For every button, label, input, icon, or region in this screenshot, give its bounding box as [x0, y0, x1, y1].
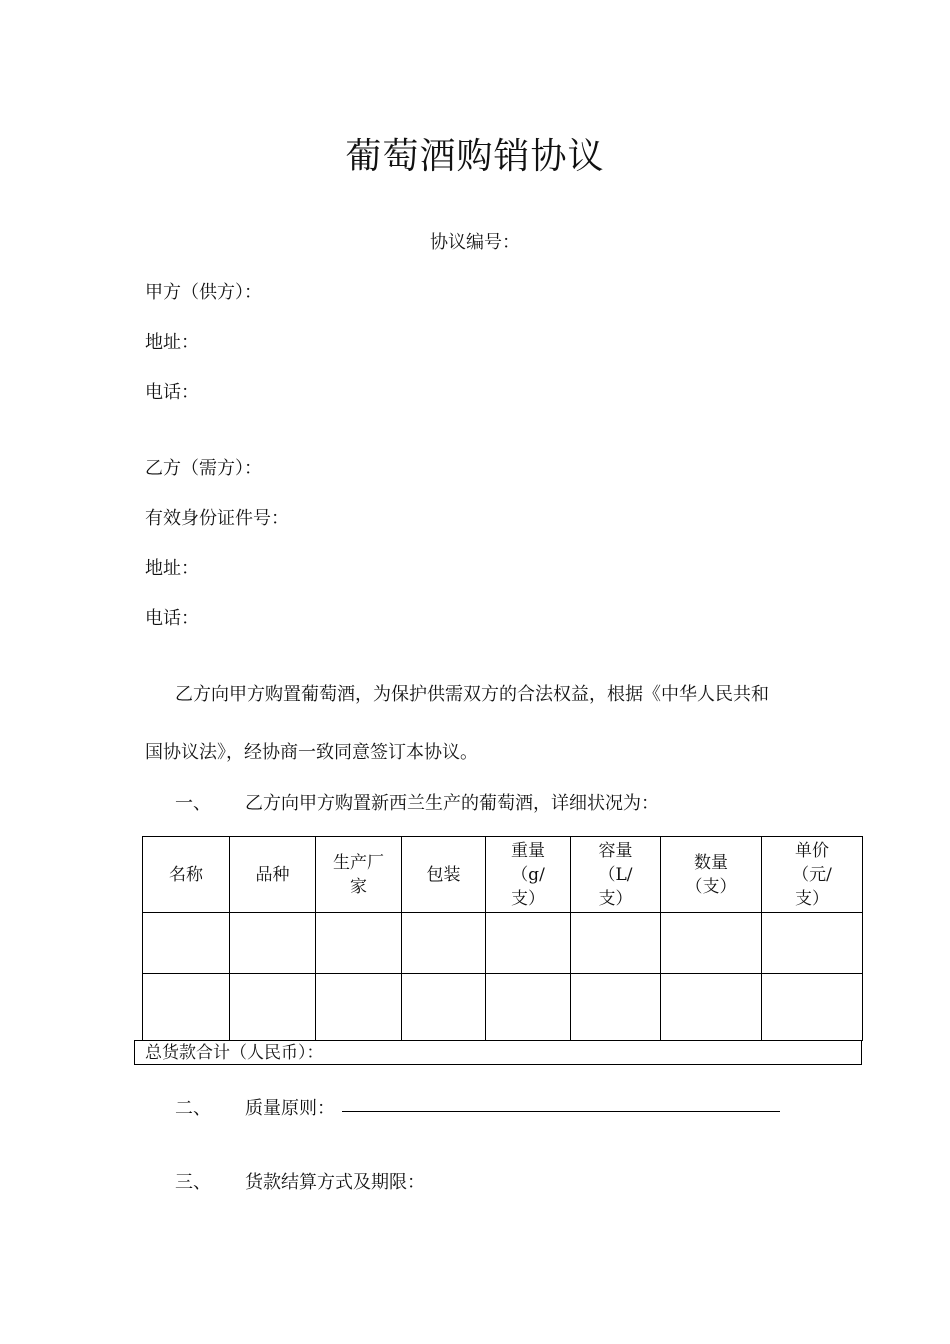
table-cell[interactable]	[571, 913, 661, 974]
party-b-label: 乙方（需方）：	[145, 458, 262, 479]
table-cell[interactable]	[486, 913, 571, 974]
table-header-row	[143, 837, 863, 913]
table-row	[143, 913, 863, 974]
section-2-text: 质量原则：	[245, 1098, 335, 1119]
table-header-text: 生产厂	[333, 852, 384, 873]
table-header-cell	[316, 837, 402, 913]
party-b-phone-label: 电话：	[145, 608, 199, 629]
table-cell[interactable]	[762, 913, 863, 974]
table-header-text: 容量	[598, 840, 633, 861]
section-1-number: 一、	[175, 793, 211, 814]
intro-line-1: 乙方向甲方购置葡萄酒，为保护供需双方的合法权益，根据《中华人民共和	[175, 684, 769, 705]
table-row	[143, 974, 863, 1041]
table-header-text: 数量	[694, 852, 728, 873]
table-header-text: 支）	[795, 888, 829, 909]
table-cell[interactable]	[402, 913, 486, 974]
table-header-text: 品种	[255, 864, 290, 885]
goods-table	[142, 836, 863, 1041]
table-cell[interactable]	[230, 974, 316, 1041]
table-header-text: 支）	[598, 888, 633, 909]
section-1-text: 乙方向甲方购置新西兰生产的葡萄酒，详细状况为：	[245, 793, 659, 814]
table-cell[interactable]	[661, 974, 762, 1041]
table-cell[interactable]	[143, 913, 230, 974]
table-cell[interactable]	[316, 974, 402, 1041]
table-header-cell	[402, 837, 486, 913]
party-a-address-label: 地址：	[145, 332, 199, 353]
table-header-text: （元/	[792, 864, 832, 885]
intro-line-2: 国协议法》，经协商一致同意签订本协议。	[145, 742, 478, 763]
table-header-cell	[571, 837, 661, 913]
party-a-phone-label: 电话：	[145, 382, 199, 403]
party-b-id-label: 有效身份证件号：	[145, 508, 289, 529]
table-header-cell	[762, 837, 863, 913]
table-header-text: 重量	[511, 840, 545, 861]
table-cell[interactable]	[762, 974, 863, 1041]
section-3-text: 货款结算方式及期限：	[245, 1172, 425, 1193]
table-header-text: 单价	[795, 840, 829, 861]
party-a-label: 甲方（供方）：	[145, 282, 262, 303]
section-2-number: 二、	[175, 1098, 211, 1119]
document-title: 葡萄酒购销协议	[345, 136, 605, 177]
party-b-address-label: 地址：	[145, 558, 199, 579]
table-header-text: （支）	[685, 876, 737, 897]
table-header-text: 家	[350, 876, 367, 897]
table-header-cell	[143, 837, 230, 913]
agreement-number-label: 协议编号：	[430, 232, 520, 253]
table-header-text: 支）	[511, 888, 545, 909]
table-cell[interactable]	[230, 913, 316, 974]
table-header-text: 名称	[169, 864, 203, 885]
table-header-cell	[486, 837, 571, 913]
table-cell[interactable]	[486, 974, 571, 1041]
quality-standard-blank-line[interactable]	[342, 1111, 780, 1112]
table-header-text: 包装	[426, 864, 461, 885]
table-header-cell	[661, 837, 762, 913]
table-header-text: （g/	[511, 864, 545, 885]
table-header-cell	[230, 837, 316, 913]
table-cell[interactable]	[143, 974, 230, 1041]
table-cell[interactable]	[402, 974, 486, 1041]
total-payment-label: 总货款合计（人民币）：	[134, 1040, 862, 1065]
section-3-number: 三、	[175, 1172, 211, 1193]
table-cell[interactable]	[661, 913, 762, 974]
table-cell[interactable]	[571, 974, 661, 1041]
table-cell[interactable]	[316, 913, 402, 974]
table-header-text: （L/	[598, 864, 633, 885]
